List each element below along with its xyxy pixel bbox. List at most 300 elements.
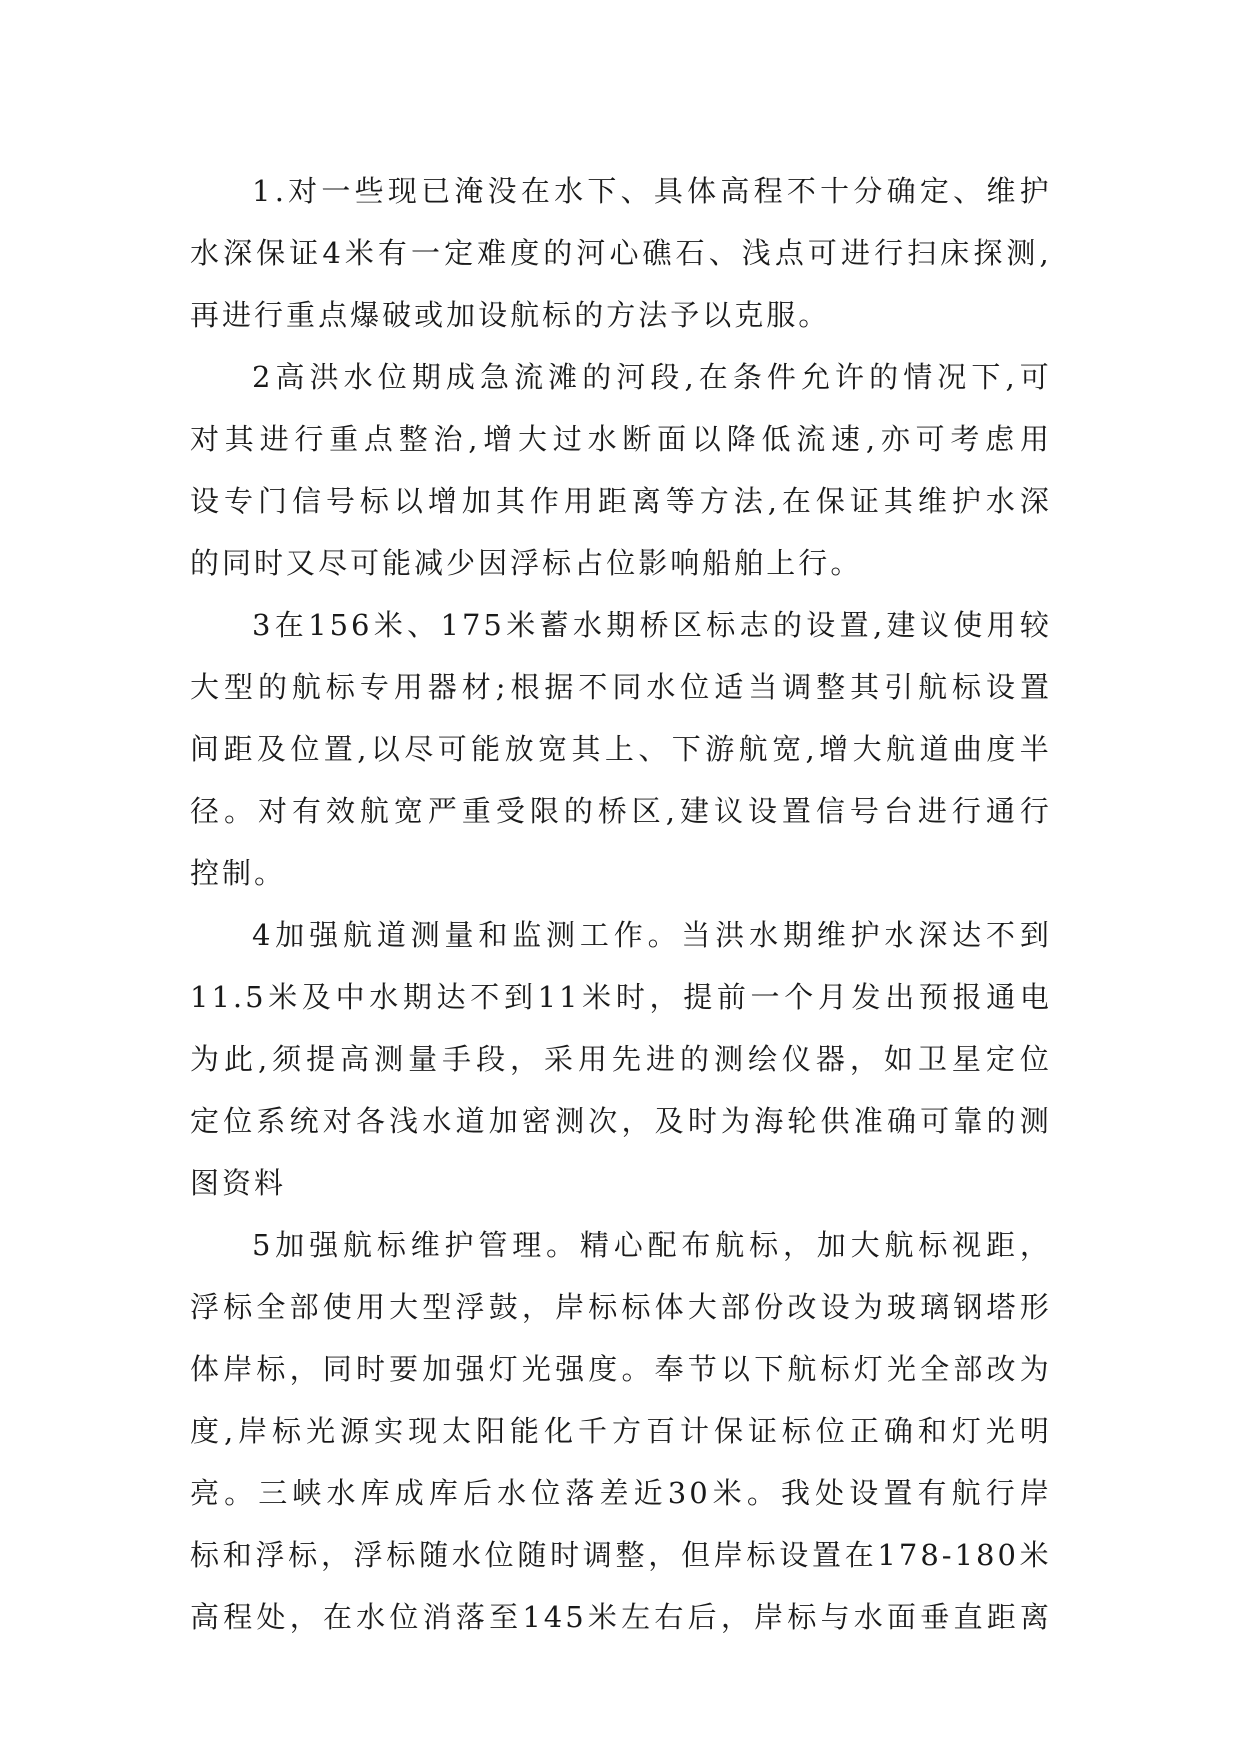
text-glyph: 、 — [638, 732, 671, 766]
text-glyph: 标 — [918, 1228, 951, 1262]
text-glyph: 30 — [667, 1476, 711, 1510]
text-glyph: 光 — [886, 1352, 919, 1386]
text-glyph: 在 — [520, 174, 553, 208]
text-glyph: 标 — [787, 1600, 820, 1634]
text-glyph: 加 — [816, 1228, 849, 1262]
text-glyph: 加 — [275, 918, 308, 952]
text-glyph: 。 — [830, 546, 863, 580]
text-glyph: 和 — [478, 918, 511, 952]
text-glyph: 标 — [190, 1538, 223, 1572]
text-glyph: , — [805, 732, 818, 766]
text-glyph: ， — [289, 1600, 322, 1634]
text-glyph: 度 — [986, 732, 1019, 766]
text-glyph: 志 — [739, 608, 772, 642]
text-glyph: 台 — [883, 794, 916, 828]
text-glyph: 尽 — [318, 546, 351, 580]
text-glyph: 测 — [546, 918, 579, 952]
text-glyph: 半 — [1019, 732, 1052, 766]
text-glyph: 源 — [340, 1414, 373, 1448]
text-glyph: 差 — [599, 1476, 632, 1510]
text-line — [190, 966, 1052, 1028]
text-glyph: 度 — [588, 1352, 621, 1386]
text-glyph: 行 — [874, 236, 907, 270]
text-line — [190, 1400, 1052, 1462]
text-glyph: 岸 — [713, 1538, 746, 1572]
text-glyph: 现 — [408, 1414, 441, 1448]
text-glyph: 在 — [698, 360, 731, 394]
text-glyph: 点 — [774, 236, 807, 270]
text-glyph: 配 — [647, 1228, 680, 1262]
text-glyph: 岸 — [555, 1290, 588, 1324]
text-glyph: 测 — [374, 1042, 407, 1076]
text-glyph: 间 — [190, 732, 223, 766]
text-glyph: 落 — [455, 1600, 488, 1634]
text-glyph: 随 — [419, 1538, 452, 1572]
text-glyph: 标 — [820, 1352, 853, 1386]
text-glyph: 亦 — [880, 422, 913, 456]
text-glyph: 位 — [531, 1476, 564, 1510]
text-glyph: 重 — [329, 422, 362, 456]
text-glyph: 下 — [587, 174, 620, 208]
text-glyph: 护 — [1019, 174, 1052, 208]
text-glyph: 图 — [190, 1166, 223, 1200]
text-glyph: 可 — [437, 732, 470, 766]
text-glyph: 米 — [373, 608, 406, 642]
text-glyph: 进 — [841, 236, 874, 270]
text-glyph: 适 — [714, 670, 747, 704]
text-glyph: 可 — [807, 236, 840, 270]
text-glyph: 离 — [1019, 1600, 1052, 1634]
text-glyph: 号 — [325, 484, 358, 518]
text-glyph: 能 — [510, 1414, 543, 1448]
text-glyph: 限 — [529, 794, 562, 828]
text-glyph: 低 — [761, 422, 794, 456]
text-glyph: 设 — [849, 1476, 882, 1510]
text-glyph: 河 — [616, 360, 649, 394]
text-glyph: 难 — [477, 236, 510, 270]
text-glyph: 标 — [542, 298, 575, 332]
text-glyph: 距 — [223, 732, 256, 766]
text-glyph: 信 — [815, 794, 848, 828]
text-glyph: 水 — [749, 918, 782, 952]
text-glyph: 置 — [811, 1538, 844, 1572]
text-line — [190, 1276, 1052, 1338]
text-glyph: 绘 — [747, 1042, 780, 1076]
text-glyph: 已 — [421, 174, 454, 208]
text-glyph: 减 — [414, 546, 447, 580]
text-glyph: 料 — [254, 1166, 287, 1200]
text-glyph: 浮 — [190, 1290, 223, 1324]
text-glyph: 强 — [309, 1228, 342, 1262]
text-glyph: 、 — [407, 608, 440, 642]
text-glyph: 控 — [190, 856, 223, 890]
text-glyph: 亮 — [190, 1476, 223, 1510]
text-glyph: 在 — [322, 1600, 355, 1634]
text-glyph: 滩 — [548, 360, 581, 394]
text-glyph: ， — [648, 1538, 681, 1572]
text-glyph: 位 — [606, 546, 639, 580]
text-glyph: 礁 — [642, 236, 675, 270]
text-glyph: 至 — [489, 1600, 522, 1634]
text-glyph: 预 — [918, 980, 951, 1014]
text-glyph: 增 — [483, 422, 516, 456]
text-glyph: 深 — [918, 918, 951, 952]
text-glyph: , — [468, 422, 481, 456]
text-glyph: 米 — [1019, 1538, 1052, 1572]
text-glyph: 位 — [484, 1538, 517, 1572]
text-glyph: 全 — [920, 1352, 953, 1386]
text-glyph: 在 — [274, 608, 307, 642]
text-glyph: 体 — [654, 1290, 687, 1324]
text-glyph: 3 — [252, 608, 274, 642]
text-glyph: 行 — [1019, 794, 1052, 828]
text-glyph: 置 — [839, 608, 872, 642]
text-glyph: , — [767, 484, 780, 518]
text-glyph: 。 — [224, 1476, 257, 1510]
text-glyph: 密 — [521, 1104, 554, 1138]
text-glyph: 响 — [670, 546, 703, 580]
text-glyph: 其 — [850, 670, 883, 704]
text-line — [190, 1028, 1052, 1090]
text-glyph: 部 — [289, 1290, 322, 1324]
text-glyph: 证 — [289, 236, 322, 270]
text-glyph: 水 — [326, 1476, 359, 1510]
text-glyph: 心 — [609, 236, 642, 270]
text-glyph: 较 — [1019, 608, 1052, 642]
text-glyph: , — [1039, 236, 1052, 270]
text-glyph: 护 — [951, 484, 984, 518]
text-glyph: 先 — [612, 1042, 645, 1076]
text-glyph: 标 — [386, 1538, 419, 1572]
text-glyph: 位 — [680, 670, 713, 704]
text-glyph: 等 — [665, 484, 698, 518]
text-glyph: 当 — [681, 918, 714, 952]
text-glyph: 治 — [433, 422, 466, 456]
text-line — [190, 408, 1052, 470]
text-glyph: 左 — [621, 1600, 654, 1634]
text-glyph: 距 — [986, 1600, 1019, 1634]
text-glyph: 4 — [252, 918, 274, 952]
text-line — [190, 842, 1052, 904]
document-body — [190, 160, 1052, 1648]
text-glyph: 能 — [471, 732, 504, 766]
text-glyph: 米 — [268, 980, 301, 1014]
text-glyph: 米 — [344, 236, 377, 270]
text-glyph: 设 — [478, 298, 511, 332]
text-line — [190, 656, 1052, 718]
text-glyph: 对 — [288, 174, 321, 208]
text-glyph: 使 — [953, 608, 986, 642]
text-glyph: 奉 — [654, 1352, 687, 1386]
text-glyph: 同 — [322, 1352, 355, 1386]
text-glyph: 岸 — [1019, 1476, 1052, 1510]
text-glyph: 洪 — [715, 918, 748, 952]
text-glyph: 、 — [620, 174, 653, 208]
text-glyph: 加 — [461, 484, 494, 518]
text-glyph: 浅 — [741, 236, 774, 270]
text-glyph: 探 — [973, 236, 1006, 270]
text-glyph: 对 — [190, 422, 223, 456]
text-glyph: 强 — [555, 1352, 588, 1386]
text-glyph: 曲 — [952, 732, 985, 766]
text-glyph: 标 — [706, 608, 739, 642]
text-glyph: 靠 — [953, 1104, 986, 1138]
text-glyph: 河 — [576, 236, 609, 270]
text-glyph: 岸 — [223, 1352, 256, 1386]
text-glyph: 时 — [254, 546, 287, 580]
text-line — [190, 594, 1052, 656]
text-glyph: 桥 — [639, 608, 672, 642]
text-glyph: 航 — [342, 1228, 375, 1262]
text-glyph: 发 — [851, 980, 884, 1014]
paragraph-5 — [190, 1214, 1052, 1648]
text-glyph: 如 — [883, 1042, 916, 1076]
text-glyph: 可 — [1019, 360, 1052, 394]
text-glyph: 船 — [702, 546, 735, 580]
text-glyph: 整 — [615, 1538, 648, 1572]
text-glyph: 高 — [720, 174, 753, 208]
text-glyph: 断 — [622, 422, 655, 456]
text-glyph: 加 — [488, 1104, 521, 1138]
text-glyph: 浮 — [510, 546, 543, 580]
text-glyph: 增 — [819, 732, 852, 766]
text-glyph: 岸 — [754, 1600, 787, 1634]
text-glyph: 标 — [376, 1228, 409, 1262]
text-glyph: 视 — [952, 1228, 985, 1262]
text-glyph: 的 — [869, 360, 902, 394]
text-glyph: 份 — [754, 1290, 787, 1324]
text-glyph: 高 — [340, 1042, 373, 1076]
text-glyph: 定 — [444, 236, 477, 270]
text-glyph: 设 — [747, 794, 780, 828]
text-glyph: 米 — [587, 1600, 620, 1634]
text-glyph: 位 — [815, 1414, 848, 1448]
text-glyph: 高 — [190, 1600, 223, 1634]
text-glyph: 因 — [478, 546, 511, 580]
text-glyph: 议 — [713, 794, 746, 828]
text-glyph: 航 — [715, 1228, 748, 1262]
text-glyph: 用 — [1019, 422, 1052, 456]
text-glyph: 根 — [510, 670, 543, 704]
text-glyph: ， — [510, 1042, 543, 1076]
text-glyph: 体 — [190, 1352, 223, 1386]
text-glyph: 标 — [749, 1228, 782, 1262]
text-glyph: 5 — [252, 1228, 274, 1262]
text-glyph: 型 — [422, 1290, 455, 1324]
text-line — [190, 904, 1052, 966]
text-glyph: 时 — [687, 1104, 720, 1138]
text-glyph: 水 — [497, 1476, 530, 1510]
paragraph-2 — [190, 346, 1052, 594]
text-glyph: 再 — [190, 298, 223, 332]
text-glyph: 面 — [657, 422, 690, 456]
text-glyph: 加 — [275, 1228, 308, 1262]
text-glyph: 航 — [886, 732, 919, 766]
text-glyph: 的 — [563, 794, 596, 828]
text-glyph: 水 — [343, 360, 376, 394]
text-glyph: 过 — [552, 422, 585, 456]
text-glyph: 标 — [542, 546, 575, 580]
text-glyph: 成 — [394, 1476, 427, 1510]
text-glyph: 形 — [1019, 1290, 1052, 1324]
text-glyph: 许 — [835, 360, 868, 394]
text-glyph: 标 — [272, 1414, 305, 1448]
text-glyph: 灯 — [951, 1414, 984, 1448]
text-glyph: 标 — [223, 1290, 256, 1324]
text-glyph: 进 — [259, 422, 292, 456]
text-glyph: 光 — [306, 1414, 339, 1448]
text-glyph: 化 — [544, 1414, 577, 1448]
text-glyph: ， — [320, 1538, 353, 1572]
text-glyph: 维 — [986, 174, 1019, 208]
text-glyph: 后 — [463, 1476, 496, 1510]
text-glyph: 位 — [389, 1600, 422, 1634]
text-glyph: 到 — [1019, 918, 1052, 952]
text-glyph: 水 — [190, 236, 223, 270]
text-glyph: 确 — [886, 174, 919, 208]
text-glyph: 又 — [286, 546, 319, 580]
text-glyph: 光 — [985, 1414, 1018, 1448]
text-glyph: 虑 — [985, 422, 1018, 456]
text-glyph: 位 — [290, 732, 323, 766]
text-glyph: 行 — [985, 1476, 1018, 1510]
text-glyph: 设 — [806, 608, 839, 642]
text-glyph: 水 — [369, 980, 402, 1014]
text-glyph: 信 — [291, 484, 324, 518]
text-glyph: 水 — [451, 1538, 484, 1572]
text-glyph: 航 — [787, 1352, 820, 1386]
text-glyph: 些 — [354, 174, 387, 208]
text-glyph: 175 — [440, 608, 505, 642]
text-glyph: 标 — [588, 1290, 621, 1324]
text-glyph: 要 — [389, 1352, 422, 1386]
text-glyph: 确 — [883, 1414, 916, 1448]
text-glyph: 道 — [455, 1104, 488, 1138]
text-glyph: 。 — [746, 1476, 779, 1510]
text-glyph: 为 — [721, 1104, 754, 1138]
text-glyph: 维 — [917, 484, 950, 518]
text-glyph: 计 — [679, 1414, 712, 1448]
text-glyph: 大 — [518, 422, 551, 456]
text-glyph: 确 — [886, 1104, 919, 1138]
text-glyph: 系 — [256, 1104, 289, 1138]
text-glyph: 测 — [410, 918, 443, 952]
text-glyph: 引 — [884, 670, 917, 704]
text-glyph: 器 — [427, 670, 460, 704]
text-glyph: 垂 — [920, 1600, 953, 1634]
text-line — [190, 470, 1052, 532]
text-glyph: , — [357, 732, 370, 766]
text-glyph: 上 — [766, 546, 799, 580]
text-glyph: 达 — [952, 918, 985, 952]
text-glyph: 航 — [291, 670, 324, 704]
text-glyph: 达 — [436, 980, 469, 1014]
text-glyph: 准 — [853, 1104, 886, 1138]
text-glyph: 可 — [915, 422, 948, 456]
text-glyph: ， — [521, 1290, 554, 1324]
text-glyph: 对 — [322, 1104, 355, 1138]
text-glyph: 宽 — [772, 732, 805, 766]
text-glyph: 宽 — [393, 794, 426, 828]
text-glyph: 护 — [444, 1228, 477, 1262]
text-glyph: 予 — [670, 298, 703, 332]
text-glyph: 时 — [355, 1352, 388, 1386]
text-glyph: 11 — [537, 980, 581, 1014]
text-glyph: 水 — [646, 670, 679, 704]
text-line — [190, 222, 1052, 284]
text-glyph: , — [665, 794, 678, 828]
text-glyph: 标 — [256, 1352, 289, 1386]
text-glyph: 不 — [786, 174, 819, 208]
text-glyph: 作 — [529, 484, 562, 518]
text-glyph: 部 — [721, 1290, 754, 1324]
text-glyph: 改 — [787, 1290, 820, 1324]
text-glyph: 水 — [587, 422, 620, 456]
text-glyph: 期 — [402, 980, 435, 1014]
text-glyph: 提 — [306, 1042, 339, 1076]
text-glyph: 下 — [754, 1352, 787, 1386]
text-glyph: 消 — [422, 1600, 455, 1634]
text-glyph: 区 — [631, 794, 664, 828]
text-glyph: 水 — [356, 1600, 389, 1634]
text-glyph: 或 — [414, 298, 447, 332]
text-glyph: 行 — [254, 298, 287, 332]
text-glyph: 区 — [672, 608, 705, 642]
paragraph-1 — [190, 160, 1052, 346]
text-glyph: 千 — [578, 1414, 611, 1448]
text-glyph: 正 — [849, 1414, 882, 1448]
text-glyph: 标 — [325, 670, 358, 704]
text-glyph: 灯 — [853, 1352, 886, 1386]
text-glyph: 标 — [781, 1414, 814, 1448]
text-glyph: ， — [649, 980, 682, 1014]
text-glyph: , — [684, 360, 697, 394]
text-glyph: 定 — [190, 1104, 223, 1138]
text-glyph: 维 — [410, 1228, 443, 1262]
text-glyph: 条 — [732, 360, 765, 394]
text-glyph: 随 — [517, 1538, 550, 1572]
text-glyph: 为 — [1019, 1352, 1052, 1386]
text-line — [190, 718, 1052, 780]
text-glyph: 水 — [572, 608, 605, 642]
text-glyph: 位 — [223, 1104, 256, 1138]
text-glyph: 的 — [543, 236, 576, 270]
text-glyph: 月 — [817, 980, 850, 1014]
text-glyph: 的 — [772, 608, 805, 642]
text-glyph: 十 — [820, 174, 853, 208]
text-glyph: 行 — [951, 794, 984, 828]
text-glyph: 分 — [853, 174, 886, 208]
text-glyph: 量 — [444, 918, 477, 952]
text-line — [190, 1338, 1052, 1400]
text-glyph: 道 — [376, 918, 409, 952]
text-glyph: 海 — [754, 1104, 787, 1138]
text-glyph: 置 — [1019, 670, 1052, 704]
text-glyph: 期 — [606, 608, 639, 642]
text-glyph: 整 — [398, 422, 431, 456]
text-glyph: 水 — [422, 1104, 455, 1138]
text-glyph: 量 — [408, 1042, 441, 1076]
text-glyph: 置 — [323, 732, 356, 766]
text-glyph: 材 — [461, 670, 494, 704]
text-glyph: 为 — [190, 1042, 223, 1076]
text-glyph: 成 — [445, 360, 478, 394]
text-line — [190, 1214, 1052, 1276]
text-glyph: 保 — [256, 236, 289, 270]
text-glyph: 大 — [389, 1290, 422, 1324]
text-glyph: ， — [720, 1600, 753, 1634]
text-glyph: 点 — [318, 298, 351, 332]
